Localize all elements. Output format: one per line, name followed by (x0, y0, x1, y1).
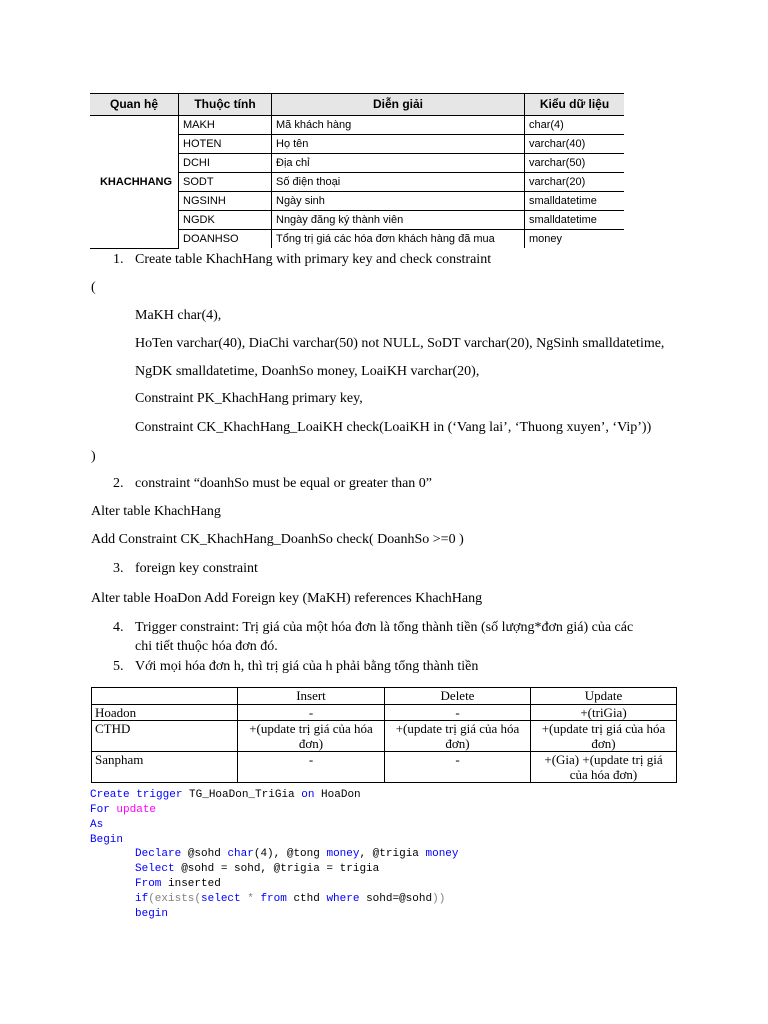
code-line (135, 847, 459, 862)
sql-text: @sohd (181, 848, 228, 860)
crud-header-insert: Insert (238, 688, 385, 705)
schema-cell: smalldatetime (525, 211, 625, 230)
sql-text: cthd (286, 893, 327, 905)
sql-keyword-update: update (116, 804, 157, 816)
schema-cell: smalldatetime (525, 192, 625, 211)
schema-cell: DOANHSO (179, 230, 272, 249)
schema-cell: NGDK (179, 211, 272, 230)
sql-keyword: begin (135, 908, 169, 920)
schema-cell: HOTEN (179, 135, 272, 154)
sql-keyword: from (260, 893, 287, 905)
list-number: 2. (113, 476, 124, 491)
sql-text: @sohd = sohd, @trigia = trigia (174, 863, 380, 875)
sql-keyword: As (90, 819, 104, 831)
table-row (92, 705, 677, 721)
crud-cell: +(Gia) +(update trị giá của hóa đơn) (531, 752, 677, 783)
table-row (90, 116, 624, 135)
list-item-text: constraint “doanhSo must be equal or greater than 0” (135, 476, 433, 491)
schema-header-datatype: Kiểu dữ liệu (525, 94, 625, 116)
sql-operator: * (240, 893, 261, 905)
list-item-text: Create table KhachHang with primary key and check constraint (135, 252, 492, 267)
crud-cell: +(triGia) (531, 705, 677, 721)
code-line (90, 833, 123, 848)
sql-text: , @trigia (359, 848, 426, 860)
schema-cell: SODT (179, 173, 272, 192)
schema-cell: Họ tên (272, 135, 525, 154)
sql-text: HoaDon (314, 789, 361, 801)
statement-line: Alter table HoaDon Add Foreign key (MaKH) references KhachHang (91, 591, 483, 606)
schema-cell: DCHI (179, 154, 272, 173)
crud-cell: - (385, 752, 531, 783)
sql-keyword: where (326, 893, 360, 905)
crud-header-blank (92, 688, 238, 705)
code-line (135, 862, 379, 877)
code-line (135, 907, 168, 922)
sql-operator: )) (432, 893, 446, 905)
sql-text: TG_HoaDon_TriGia (182, 789, 302, 801)
crud-row-name: Hoadon (92, 705, 238, 721)
crud-cell: +(update trị giá của hóa đơn) (385, 721, 531, 752)
schema-cell: varchar(40) (525, 135, 625, 154)
code-line (135, 877, 221, 892)
sql-keyword: For (90, 804, 110, 816)
code-line: Constraint PK_KhachHang primary key, (135, 391, 363, 406)
schema-cell: Mã khách hàng (272, 116, 525, 135)
sql-type: money (425, 848, 459, 860)
crud-header-row (92, 688, 677, 705)
schema-cell: Nngày đăng ký thành viên (272, 211, 525, 230)
sql-keyword: Declare (135, 848, 182, 860)
sql-operator: (exists( (148, 893, 202, 905)
code-line (135, 892, 445, 907)
sql-type: money (326, 848, 360, 860)
schema-cell: varchar(20) (525, 173, 625, 192)
sql-text: inserted (161, 878, 221, 890)
table-row (92, 721, 677, 752)
sql-keyword: if (135, 893, 149, 905)
crud-header-update: Update (531, 688, 677, 705)
statement-line: Alter table KhachHang (91, 504, 221, 519)
list-item-text: foreign key constraint (135, 561, 258, 576)
schema-cell: money (525, 230, 625, 249)
schema-header-description: Diễn giải (272, 94, 525, 116)
code-line: MaKH char(4), (135, 308, 222, 323)
crud-header-delete: Delete (385, 688, 531, 705)
table-row (92, 752, 677, 783)
schema-cell: NGSINH (179, 192, 272, 211)
schema-relation-name: KHACHHANG (90, 116, 179, 249)
crud-cell: - (238, 705, 385, 721)
crud-cell: +(update trị giá của hóa đơn) (531, 721, 677, 752)
crud-cell: - (238, 752, 385, 783)
list-item-text-cont: chi tiết thuộc hóa đơn đó. (135, 639, 278, 654)
schema-cell: Ngày sinh (272, 192, 525, 211)
sql-keyword: select (201, 893, 241, 905)
schema-header-row (90, 94, 624, 116)
schema-cell: char(4) (525, 116, 625, 135)
list-number: 3. (113, 561, 124, 576)
schema-cell: Số điện thoại (272, 173, 525, 192)
schema-cell: MAKH (179, 116, 272, 135)
code-line: Constraint CK_KhachHang_LoaiKH check(LoaiKH in (‘Vang lai’, ‘Thuong xuyen’, ‘Vip’)) (135, 420, 652, 435)
list-item-text: Với mọi hóa đơn h, thì trị giá của h phải bằng tổng thành tiền (135, 659, 479, 674)
crud-cell: - (385, 705, 531, 721)
open-paren: ( (91, 280, 96, 295)
statement-line: Add Constraint CK_KhachHang_DoanhSo check( DoanhSo >=0 ) (91, 532, 464, 547)
code-line (90, 803, 156, 818)
schema-table (90, 93, 624, 249)
crud-row-name: CTHD (92, 721, 238, 752)
list-number: 1. (113, 252, 124, 267)
crud-cell: +(update trị giá của hóa đơn) (238, 721, 385, 752)
code-line: NgDK smalldatetime, DoanhSo money, LoaiKH varchar(20), (135, 364, 480, 379)
crud-table (91, 687, 677, 783)
sql-text: (4), @tong (253, 848, 327, 860)
crud-row-name: Sanpham (92, 752, 238, 783)
list-item-text: Trigger constraint: Trị giá của một hóa đơn là tổng thành tiền (số lượng*đơn giá) của các (135, 620, 634, 635)
sql-text: sohd=@sohd (359, 893, 433, 905)
sql-keyword: From (135, 878, 162, 890)
schema-cell: Địa chỉ (272, 154, 525, 173)
list-number: 4. (113, 620, 124, 635)
sql-keyword: Create trigger (90, 789, 183, 801)
sql-keyword: on (301, 789, 315, 801)
code-line (90, 818, 103, 833)
code-line: HoTen varchar(40), DiaChi varchar(50) not NULL, SoDT varchar(20), NgSinh smalldatetime, (135, 336, 665, 351)
schema-cell: Tổng trị giá các hóa đơn khách hàng đã mua (272, 230, 525, 249)
list-number: 5. (113, 659, 124, 674)
sql-type: char (227, 848, 254, 860)
sql-keyword: Select (135, 863, 175, 875)
code-line (90, 788, 361, 803)
sql-keyword: Begin (90, 834, 124, 846)
schema-header-relation: Quan hệ (90, 94, 179, 116)
schema-cell: varchar(50) (525, 154, 625, 173)
close-paren: ) (91, 449, 96, 464)
schema-header-attribute: Thuộc tính (179, 94, 272, 116)
